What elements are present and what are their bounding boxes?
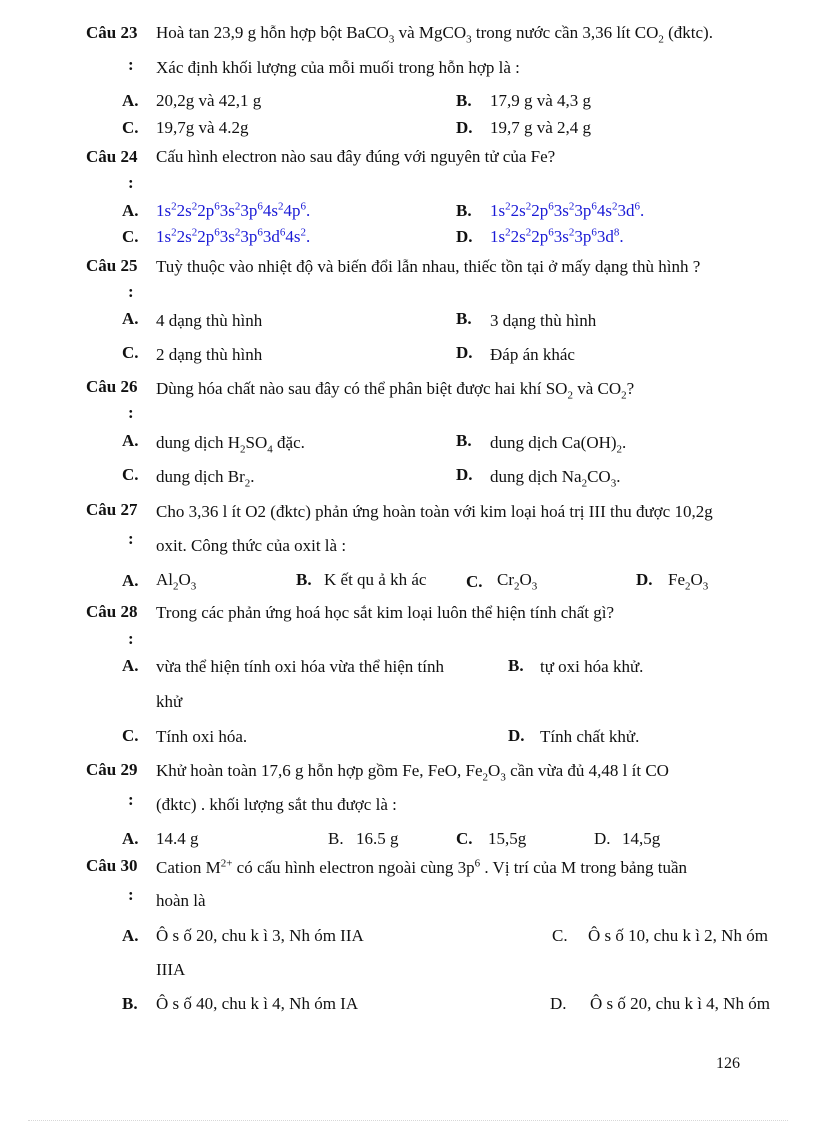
question-30-colon: : (128, 885, 134, 904)
option-label: B. (456, 201, 472, 220)
question-23-label: Câu 23 (86, 23, 138, 42)
option-text: K ết qu ả kh ác (324, 570, 427, 589)
option-label: C. (122, 726, 139, 745)
question-29-label: Câu 29 (86, 760, 138, 779)
option-label: A. (122, 201, 139, 220)
option-text: $Fe_2O_3$ (668, 570, 709, 593)
question-28-label: Câu 28 (86, 602, 138, 621)
option-label: C. (122, 465, 139, 484)
page-number: 126 (716, 1055, 740, 1072)
option-text-continued: khử (156, 692, 183, 711)
option-text: vừa thể hiện tính oxi hóa vừa thể hiện tính (156, 657, 445, 676)
option-text: $Cr_2O_3$ (497, 570, 538, 593)
option-text: dung dịch $H_2SO_4$ đặc. (156, 433, 305, 456)
option-text: 20,2g và 42,1 g (156, 91, 262, 110)
question-30-stem-line2: hoàn là (156, 891, 206, 910)
option-label: D. (636, 570, 653, 589)
option-text: Ô s ố 20, chu k ì 3, Nh óm IIA (156, 926, 364, 945)
question-29-stem: Khử hoàn toàn 17,6 g hỗn hợp gồm Fe, FeO, $Fe_2O_3$ cần vừa đủ 4,48 l ít CO (156, 761, 669, 784)
option-label: D. (456, 227, 473, 246)
question-27-stem-line2: oxit. Công thức của oxit là : (156, 536, 347, 555)
option-label: D. (456, 465, 473, 484)
question-27-colon: : (128, 529, 134, 548)
option-text: tự oxi hóa khử. (540, 657, 644, 676)
question-26-stem: Dùng hóa chất nào sau đây có thể phân biệt được hai khí $SO_2$ và $CO_2$? (156, 379, 635, 402)
electron-config-text: $1s^22s^22p^63s^23p^63d^8$. (490, 226, 624, 246)
question-23-colon: : (128, 55, 134, 74)
option-text: 3 dạng thù hình (490, 311, 597, 330)
option-label: C. (122, 343, 139, 362)
option-label: C. (122, 118, 139, 137)
option-label: D. (508, 726, 525, 745)
option-text-continued: IIIA (156, 960, 186, 979)
option-text: Đáp án khác (490, 345, 575, 364)
question-27-label: Câu 27 (86, 500, 138, 519)
question-24-colon: : (128, 173, 134, 192)
option-label: A. (122, 431, 139, 450)
option-text: 4 dạng thù hình (156, 311, 263, 330)
question-27-stem: Cho 3,36 l ít O2 (đktc) phản ứng hoàn toàn với kim loại hoá trị III thu được 10,2g (156, 502, 713, 521)
question-24-label: Câu 24 (86, 147, 138, 166)
option-label: D. (456, 343, 473, 362)
option-label: C. (122, 227, 139, 246)
option-label: A. (122, 91, 139, 110)
question-28-stem: Trong các phản ứng hoá học sắt kim loại luôn thể hiện tính chất gì? (156, 603, 615, 622)
option-label: B. (456, 431, 472, 450)
option-label: B. (328, 829, 344, 848)
option-label: A. (122, 571, 139, 590)
question-25-stem: Tuỳ thuộc vào nhiệt độ và biến đổi lẫn nhau, thiếc tồn tại ở mấy dạng thù hình ? (156, 257, 701, 276)
option-text: 16.5 g (356, 829, 399, 848)
option-label: D. (456, 118, 473, 137)
option-label: C. (466, 572, 483, 591)
option-text: $Al_2O_3$ (156, 570, 197, 593)
question-29-colon: : (128, 790, 134, 809)
question-29-stem-line2: (đktc) . khối lượng sắt thu được là : (156, 795, 397, 814)
option-text: 15,5g (488, 829, 527, 848)
option-label: B. (456, 91, 472, 110)
page-bottom-divider (28, 1120, 788, 1121)
question-23-stem: Hoà tan 23,9 g hỗn hợp bột BaCO$_3$ và MgCO$_3$ trong nước cần 3,36 lít $CO_2$ (đktc). (156, 23, 713, 46)
question-30-stem: Cation $M^{2+}$ có cấu hình electron ngoài cùng $3p^6$ . Vị trí của M trong bảng tuần (156, 857, 688, 877)
option-text: 14,5g (622, 829, 661, 848)
option-label: B. (122, 994, 138, 1013)
option-text: 14.4 g (156, 829, 199, 848)
electron-config-text: $1s^22s^22p^63s^23p^64s^23d^6$. (490, 200, 645, 220)
option-label: A. (122, 829, 139, 848)
option-text: Ô s ố 10, chu k ì 2, Nh óm (588, 926, 768, 945)
question-23-stem-line2: Xác định khối lượng của mỗi muối trong hỗn hợp là : (156, 58, 520, 77)
question-26-label: Câu 26 (86, 377, 138, 396)
electron-config-text: $1s^22s^22p^63s^23p^63d^64s^2$. (156, 226, 311, 246)
option-label: B. (296, 570, 312, 589)
option-text: Tính oxi hóa. (156, 727, 248, 746)
option-label: B. (456, 309, 472, 328)
option-text: 19,7g và 4.2g (156, 118, 249, 137)
option-text: Ô s ố 40, chu k ì 4, Nh óm IA (156, 994, 359, 1013)
question-24-stem: Cấu hình electron nào sau đây đúng với nguyên tử của Fe? (156, 147, 556, 166)
option-text: Ô s ố 20, chu k ì 4, Nh óm (590, 994, 770, 1013)
option-text: dung dịch $Ca(OH)_2$. (490, 433, 627, 456)
option-label: A. (122, 309, 139, 328)
option-label: D. (594, 829, 611, 848)
option-label: C. (456, 829, 473, 848)
option-text: Tính chất khử. (540, 727, 640, 746)
option-label: B. (508, 656, 524, 675)
electron-config-text: $1s^22s^22p^63s^23p^64s^24p^6$. (156, 200, 311, 220)
option-label: C. (552, 926, 568, 945)
question-25-colon: : (128, 282, 134, 301)
option-label: A. (122, 656, 139, 675)
option-text: dung dịch $Na_2CO_3$. (490, 467, 621, 490)
option-text: 17,9 g và 4,3 g (490, 91, 592, 110)
option-label: D. (550, 994, 567, 1013)
option-label: A. (122, 926, 139, 945)
question-28-colon: : (128, 629, 134, 648)
question-30-label: Câu 30 (86, 856, 138, 875)
option-text: 2 dạng thù hình (156, 345, 263, 364)
question-25-label: Câu 25 (86, 256, 138, 275)
question-26-colon: : (128, 403, 134, 422)
option-text: dung dịch $Br_2$. (156, 467, 255, 490)
option-text: 19,7 g và 2,4 g (490, 118, 592, 137)
